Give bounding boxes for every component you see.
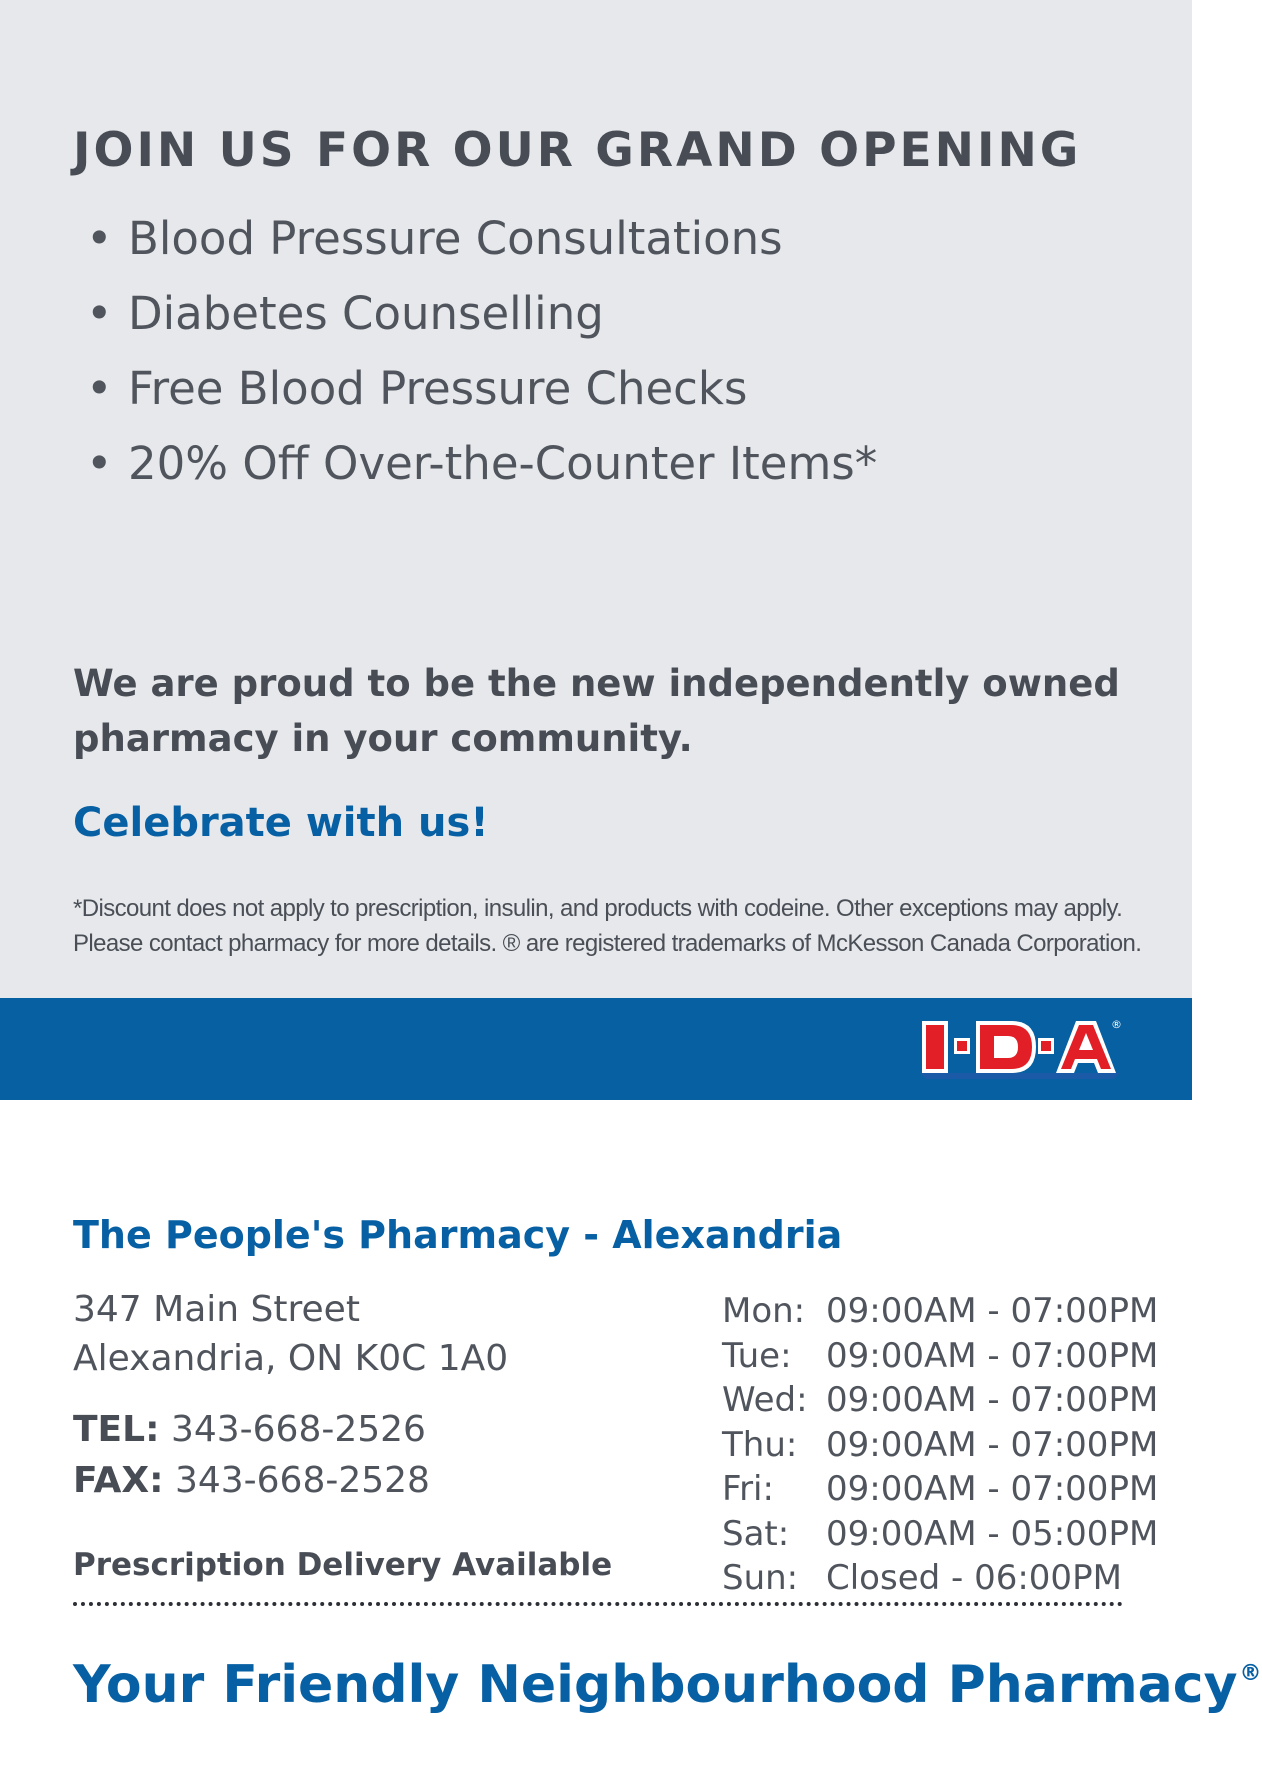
service-label: Free Blood Pressure Checks	[128, 362, 748, 415]
hours-time: 09:00AM - 07:00PM	[826, 1291, 1159, 1331]
hours-day: Thu:	[722, 1424, 798, 1465]
city-address: Alexandria, ON K0C 1A0	[73, 1338, 509, 1379]
service-label: Blood Pressure Consultations	[128, 212, 783, 265]
tel-label: TEL:	[73, 1409, 160, 1450]
list-item	[73, 281, 877, 356]
hours-row	[722, 1378, 1158, 1423]
hours-day: Wed:	[722, 1380, 808, 1420]
delivery-note: Prescription Delivery Available	[73, 1547, 613, 1583]
fax-number: 343-668-2528	[174, 1460, 430, 1501]
hours-day: Fri:	[722, 1469, 774, 1509]
hours-day: Mon:	[722, 1291, 806, 1331]
fax-line	[73, 1455, 430, 1506]
disclaimer-line: *Discount does not apply to prescription, insulin, and products with codeine. Other exceptions may apply.	[73, 895, 1123, 922]
store-address	[73, 1285, 508, 1383]
celebrate-text: Celebrate with us!	[73, 800, 489, 846]
disclaimer-line: Please contact pharmacy for more details. ® are registered trademarks of McKesson Canada Corporation.	[73, 930, 1142, 957]
hours-time: 09:00AM - 07:00PM	[826, 1469, 1159, 1509]
hours-row	[722, 1512, 1158, 1557]
bullet-icon: •	[86, 287, 113, 340]
tagline-text: Your Friendly Neighbourhood Pharmacy	[73, 1655, 1238, 1715]
hours-row	[722, 1289, 1158, 1334]
phone-line	[73, 1404, 430, 1455]
hours-day: Tue:	[722, 1335, 792, 1376]
tel-number[interactable]: 343-668-2526	[170, 1409, 426, 1450]
store-name: The People's Pharmacy - Alexandria	[73, 1213, 843, 1257]
bullet-icon: •	[86, 362, 113, 415]
hours-row	[722, 1423, 1158, 1468]
hours-time: 09:00AM - 07:00PM	[826, 1424, 1159, 1465]
registered-mark: ®	[1111, 1018, 1122, 1031]
hours-row	[722, 1334, 1158, 1379]
services-list	[73, 206, 877, 506]
hours-day: Sat:	[722, 1513, 790, 1554]
hours-time: 09:00AM - 05:00PM	[826, 1513, 1159, 1554]
hours-row	[722, 1467, 1158, 1512]
dotted-divider	[73, 1602, 1123, 1606]
disclaimer	[73, 891, 1141, 961]
list-item	[73, 356, 877, 431]
service-label: Diabetes Counselling	[128, 287, 604, 340]
tagline	[73, 1655, 1262, 1715]
bullet-icon: •	[86, 212, 113, 265]
list-item	[73, 206, 877, 281]
hours-day: Sun:	[722, 1558, 799, 1598]
fax-label: FAX:	[73, 1460, 164, 1501]
service-label: 20% Off Over-the-Counter Items*	[128, 437, 878, 490]
bullet-icon: •	[86, 437, 113, 490]
store-hours	[722, 1289, 1158, 1601]
proud-statement: We are proud to be the new independently owned pharmacy in your community.	[73, 662, 1120, 760]
ida-logo	[918, 1014, 1124, 1082]
hours-time: 09:00AM - 07:00PM	[826, 1335, 1159, 1376]
street-address: 347 Main Street	[73, 1289, 360, 1330]
hours-time: 09:00AM - 07:00PM	[826, 1380, 1159, 1420]
contact-info	[73, 1404, 430, 1506]
list-item	[73, 431, 877, 506]
tagline-registered-mark: ®	[1239, 1661, 1262, 1686]
hours-time: Closed - 06:00PM	[826, 1558, 1122, 1598]
hours-row	[722, 1556, 1158, 1601]
grand-opening-heading: JOIN US FOR OUR GRAND OPENING	[73, 123, 1082, 178]
